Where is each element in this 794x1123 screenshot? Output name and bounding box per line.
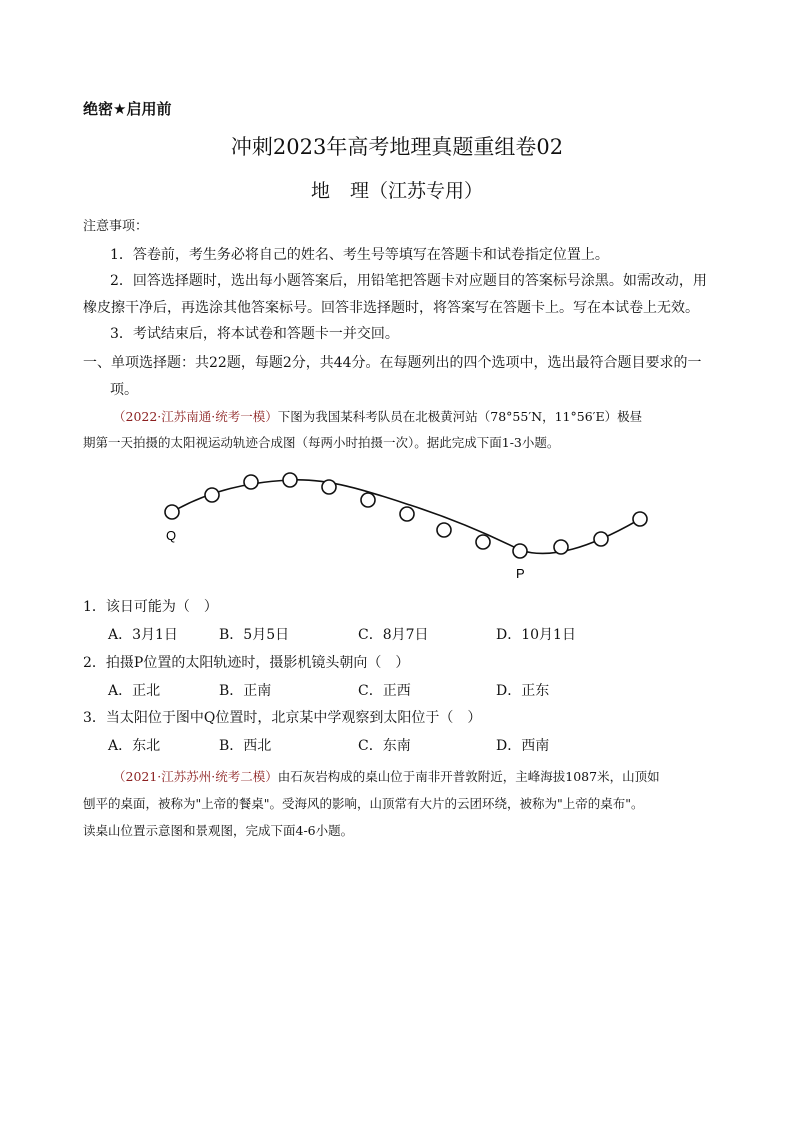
- group2-intro-line-3: 读桌山位置示意图和景观图，完成下面4-6小题。: [83, 823, 354, 838]
- question-2-option-a: A．正北: [108, 683, 161, 699]
- notice-item-2-line-1: 2．回答选择题时，选出每小题答案后，用铅笔把答题卡对应题目的答案标号涂黑。如需改动，用: [110, 273, 707, 289]
- question-2-stem: 2．拍摄P位置的太阳轨迹时，摄影机镜头朝向（ ）: [83, 655, 410, 671]
- group2-intro-line-2: 刨平的桌面，被称为"上帝的餐桌"。受海风的影响，山顶常有大片的云团环绕，被称为"上帝的桌布"。: [83, 796, 644, 811]
- subtitle-right: 理（江苏专用）: [350, 180, 484, 202]
- sun-position-marker: [594, 532, 608, 546]
- confidential-label: 绝密★启用前: [83, 100, 172, 118]
- sun-position-marker: [244, 475, 258, 489]
- notice-item-1: 1．答卷前，考生务必将自己的姓名、考生号等填写在答题卡和试卷指定位置上。: [110, 247, 609, 263]
- sun-position-marker: [476, 535, 490, 549]
- question-2-option-c: C．正西: [358, 683, 411, 699]
- group1-intro-line-1: [113, 403, 642, 430]
- question-1-option-b: B．5月5日: [219, 627, 290, 643]
- exam-subtitle: [0, 176, 794, 203]
- sun-position-marker: [554, 540, 568, 554]
- group2-intro-text: 由石灰岩构成的桌山位于南非开普敦附近，主峰海拔1087米，山顶如: [277, 769, 660, 784]
- question-1-stem: 1．该日可能为（ ）: [83, 599, 218, 615]
- group1-source: （2022·江苏南通·统考一模）: [113, 409, 278, 424]
- sun-position-marker: [437, 523, 451, 537]
- sun-position-marker: [400, 507, 414, 521]
- section-heading-line-2: 项。: [110, 382, 138, 398]
- group1-intro-text: 下图为我国某科考队员在北极黄河站（78°55′N，11°56′E）极昼: [277, 409, 643, 424]
- question-1-option-d: D．10月1日: [496, 627, 576, 643]
- question-1-option-a: A．3月1日: [108, 627, 178, 643]
- notice-item-2-line-2: 橡皮擦干净后，再选涂其他答案标号。回答非选择题时，将答案写在答题卡上。写在本试卷上无效。: [83, 300, 699, 316]
- sun-position-marker: [165, 505, 179, 519]
- question-2-option-d: D．正东: [496, 683, 550, 699]
- sun-position-marker: [283, 473, 297, 487]
- subtitle-left: 地: [310, 180, 330, 202]
- sun-position-marker: [513, 544, 527, 558]
- question-3-stem: 3．当太阳位于图中Q位置时，北京某中学观察到太阳位于（ ）: [83, 710, 482, 726]
- group1-intro-line-2: 期第一天拍摄的太阳视运动轨迹合成图（每两小时拍摄一次）。据此完成下面1-3小题。: [83, 435, 560, 450]
- notice-heading: 注意事项：: [83, 219, 149, 234]
- group2-source: （2021·江苏苏州·统考二模）: [113, 769, 278, 784]
- question-3-option-c: C．东南: [358, 738, 411, 754]
- question-3-option-d: D．西南: [496, 738, 550, 754]
- sun-position-marker: [361, 493, 375, 507]
- notice-item-3: 3．考试结束后，将本试卷和答题卡一并交回。: [110, 326, 399, 342]
- sun-position-marker: [322, 480, 336, 494]
- question-1-option-c: C．8月7日: [358, 627, 429, 643]
- sun-position-marker: [633, 512, 647, 526]
- label-p: P: [516, 566, 525, 581]
- exam-title: 冲刺2023年高考地理真题重组卷02: [230, 135, 564, 159]
- group2-intro-line-1: [113, 763, 660, 790]
- sun-position-marker: [205, 488, 219, 502]
- label-q: Q: [166, 528, 177, 543]
- question-3-option-a: A．东北: [108, 738, 161, 754]
- section-heading-line-1: 一、单项选择题：共22题，每题2分，共44分。在每题列出的四个选项中，选出最符合题目要求的一: [83, 355, 702, 371]
- question-2-option-b: B．正南: [219, 683, 272, 699]
- question-3-option-b: B．西北: [219, 738, 272, 754]
- sun-trajectory-figure: [150, 460, 670, 585]
